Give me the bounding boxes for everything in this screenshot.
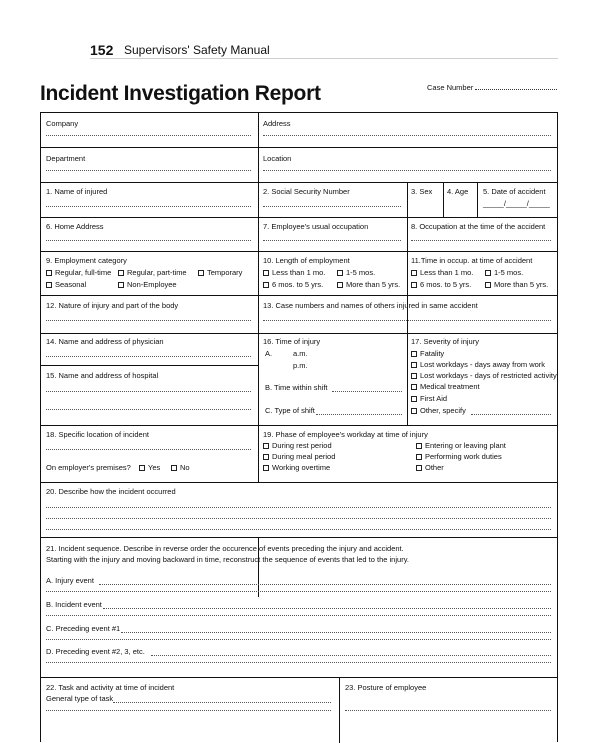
time-a-label: A. (265, 349, 273, 358)
checkbox[interactable] (263, 282, 269, 288)
phase-label: 19. Phase of employee's workday at time of injury (263, 430, 428, 439)
case-number-field[interactable] (427, 83, 557, 92)
checkbox[interactable] (411, 282, 417, 288)
injury-event-line[interactable] (99, 584, 551, 585)
length-option[interactable]: Less than 1 mo. (263, 268, 325, 277)
emp-option-regular-part[interactable]: Regular, part-time (118, 268, 187, 277)
describe-line[interactable] (46, 518, 551, 519)
usual-occupation-line[interactable] (263, 240, 401, 241)
employment-category-label: 9. Employment category (46, 256, 127, 265)
department-line[interactable] (46, 170, 251, 171)
column-divider (477, 182, 478, 217)
severity-option[interactable]: Medical treatment (411, 382, 480, 391)
emp-option-non-employee[interactable]: Non-Employee (118, 280, 177, 289)
department-label: Department (46, 154, 86, 163)
checkbox[interactable] (263, 443, 269, 449)
manual-title: Supervisors' Safety Manual (124, 43, 270, 57)
time-within-shift-line[interactable] (332, 391, 402, 392)
length-employment-label: 10. Length of employment (263, 256, 350, 265)
checkbox[interactable] (46, 282, 52, 288)
premises-no[interactable]: No (171, 463, 190, 472)
checkbox[interactable] (411, 396, 417, 402)
checkbox[interactable] (337, 270, 343, 276)
column-divider (407, 182, 408, 251)
phase-option[interactable]: During rest period (263, 441, 332, 450)
row-divider (41, 537, 557, 538)
home-address-line[interactable] (46, 240, 251, 241)
checkbox[interactable] (139, 465, 145, 471)
row-divider (41, 333, 557, 334)
incident-event-line[interactable] (103, 608, 551, 609)
checkbox[interactable] (411, 384, 417, 390)
checkbox[interactable] (263, 270, 269, 276)
task-line[interactable] (46, 710, 331, 711)
severity-option[interactable]: Fatality (411, 349, 444, 358)
nature-injury-line[interactable] (46, 320, 251, 321)
row-divider (41, 295, 557, 296)
page-number: 152 (90, 42, 114, 58)
address-line[interactable] (263, 135, 551, 136)
sex-label: 3. Sex (411, 187, 433, 196)
row-divider (41, 482, 557, 483)
checkbox[interactable] (171, 465, 177, 471)
specific-location-line[interactable] (46, 449, 251, 450)
checkbox[interactable] (118, 282, 124, 288)
on-premises-label: On employer's premises? (46, 463, 131, 472)
company-line[interactable] (46, 135, 251, 136)
case-number-label: Case Number (427, 83, 474, 92)
describe-line[interactable] (46, 507, 551, 508)
row-divider (41, 425, 557, 426)
occupation-at-time-label: 8. Occupation at the time of the accident (411, 222, 546, 231)
preceding-event-1-line[interactable] (46, 639, 551, 640)
date-accident-label: 5. Date of accident (483, 187, 546, 196)
posture-label: 23. Posture of employee (345, 683, 427, 692)
ssn-label: 2. Social Security Number (263, 187, 350, 196)
checkbox[interactable] (263, 454, 269, 460)
phase-option[interactable]: Working overtime (263, 463, 330, 472)
phase-option[interactable]: Performing work duties (416, 452, 502, 461)
incident-event-line[interactable] (46, 615, 551, 616)
posture-line[interactable] (345, 710, 551, 711)
length-option[interactable]: 1-5 mos. (337, 268, 375, 277)
checkbox[interactable] (411, 270, 417, 276)
pm-label: p.m. (293, 361, 308, 370)
length-option[interactable]: More than 5 yrs. (337, 280, 400, 289)
age-label: 4. Age (447, 187, 469, 196)
checkbox[interactable] (411, 362, 417, 368)
preceding-event-1-label: C. Preceding event #1 (46, 624, 121, 633)
describe-label: 20. Describe how the incident occurred (46, 487, 176, 496)
task-general-line[interactable] (113, 702, 331, 703)
checkbox[interactable] (416, 443, 422, 449)
checkbox[interactable] (337, 282, 343, 288)
physician-label: 14. Name and address of physician (46, 337, 164, 346)
address-label: Address (263, 119, 291, 128)
checkbox[interactable] (411, 373, 417, 379)
column-divider (443, 182, 444, 217)
preceding-event-1-line[interactable] (121, 632, 551, 633)
severity-option[interactable]: Lost workdays - days of restricted activity (411, 371, 557, 380)
column-divider (258, 113, 259, 482)
cell-divider (41, 365, 258, 366)
sequence-instructions: 21. Incident sequence. Describe in reverse order the occurence of events preceding the injury and accident. (46, 544, 404, 553)
location-line[interactable] (263, 170, 551, 171)
emp-option-temporary[interactable]: Temporary (198, 268, 242, 277)
time-occ-option[interactable]: Less than 1 mo. (411, 268, 473, 277)
physician-line[interactable] (46, 356, 251, 357)
report-title: Incident Investigation Report (40, 82, 321, 105)
home-address-label: 6. Home Address (46, 222, 104, 231)
row-divider (41, 182, 557, 183)
time-occ-option[interactable]: 1-5 mos. (485, 268, 523, 277)
preceding-event-2-line[interactable] (151, 655, 551, 656)
severity-other-line[interactable] (471, 414, 551, 415)
length-option[interactable]: 6 mos. to 5 yrs. (263, 280, 323, 289)
incident-form (40, 112, 558, 742)
row-divider (41, 147, 557, 148)
describe-line[interactable] (46, 529, 551, 530)
hospital-line[interactable] (46, 391, 251, 392)
severity-option[interactable]: First Aid (411, 394, 447, 403)
am-label: a.m. (293, 349, 308, 358)
hospital-line[interactable] (46, 409, 251, 410)
phase-option[interactable]: Entering or leaving plant (416, 441, 506, 450)
ssn-line[interactable] (263, 206, 401, 207)
checkbox[interactable] (263, 465, 269, 471)
task-general-label: General type of task (46, 694, 114, 703)
time-in-occupation-label: 11.Time in occup. at time of accident (411, 256, 533, 265)
name-injured-line[interactable] (46, 206, 251, 207)
row-divider (41, 217, 557, 218)
severity-label: 17. Severity of injury (411, 337, 479, 346)
date-accident-field[interactable]: _____/_____/_____ (483, 199, 550, 208)
checkbox[interactable] (46, 270, 52, 276)
sequence-instructions-2: Starting with the injury and moving backward in time, reconstruct the sequence of events that led to the injury. (46, 555, 409, 564)
nature-injury-label: 12. Nature of injury and part of the body (46, 301, 179, 310)
header-rule (90, 58, 558, 59)
checkbox[interactable] (485, 270, 491, 276)
company-label: Company (46, 119, 79, 128)
column-divider (339, 677, 340, 743)
phase-option[interactable]: Other (416, 463, 444, 472)
checkbox[interactable] (198, 270, 204, 276)
time-occ-option[interactable]: 6 mos. to 5 yrs. (411, 280, 471, 289)
time-occ-option[interactable]: More than 5 yrs. (485, 280, 548, 289)
severity-option[interactable]: Lost workdays - days away from work (411, 360, 545, 369)
type-of-shift-line[interactable] (316, 414, 402, 415)
severity-option[interactable]: Other, specify (411, 406, 466, 415)
time-within-shift-label: B. Time within shift (265, 383, 328, 392)
task-label: 22. Task and activity at time of incident (46, 683, 175, 692)
type-of-shift-label: C. Type of shift (265, 406, 315, 415)
emp-option-seasonal[interactable]: Seasonal (46, 280, 86, 289)
row-divider (41, 677, 557, 678)
column-divider (407, 251, 408, 295)
case-numbers-label: 13. Case numbers and names of others injured in same accident (263, 301, 478, 310)
preceding-event-2-label: D. Preceding event #2, 3, etc. (46, 647, 145, 656)
phase-option[interactable]: During meal period (263, 452, 335, 461)
usual-occupation-label: 7. Employee's usual occupation (263, 222, 369, 231)
checkbox[interactable] (416, 454, 422, 460)
checkbox[interactable] (411, 351, 417, 357)
injury-event-label: A. Injury event (46, 576, 94, 585)
checkbox[interactable] (411, 408, 417, 414)
specific-location-label: 18. Specific location of incident (46, 430, 149, 439)
name-injured-label: 1. Name of injured (46, 187, 108, 196)
case-number-line[interactable] (475, 89, 557, 90)
hospital-label: 15. Name and address of hospital (46, 371, 159, 380)
checkbox[interactable] (416, 465, 422, 471)
incident-event-label: B. Incident event (46, 600, 102, 609)
row-divider (41, 251, 557, 252)
premises-yes[interactable]: Yes (139, 463, 160, 472)
injury-event-line[interactable] (46, 591, 551, 592)
checkbox[interactable] (118, 270, 124, 276)
case-numbers-line[interactable] (263, 320, 551, 321)
emp-option-regular-full[interactable]: Regular, full-time (46, 268, 111, 277)
preceding-event-2-line[interactable] (46, 662, 551, 663)
location-label: Location (263, 154, 292, 163)
occupation-at-time-line[interactable] (411, 240, 551, 241)
checkbox[interactable] (485, 282, 491, 288)
column-divider (407, 295, 408, 425)
time-of-injury-label: 16. Time of injury (263, 337, 321, 346)
